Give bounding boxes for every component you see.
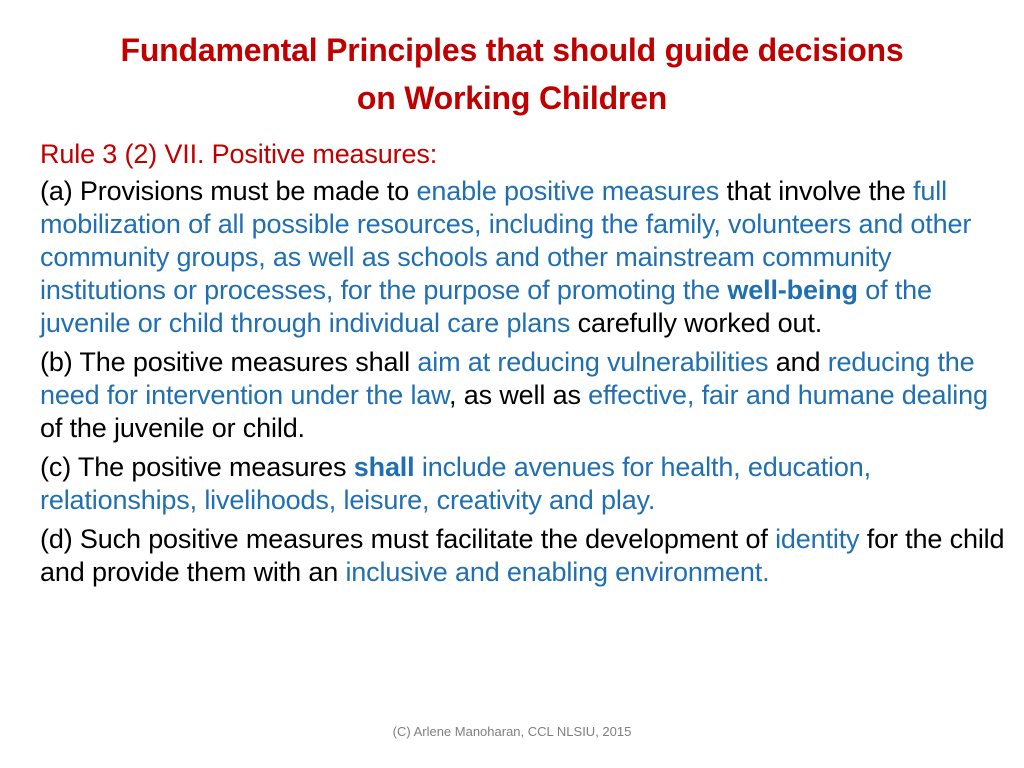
title-line-1: Fundamental Principles that should guide decisions <box>120 32 904 68</box>
para-b-text-3: , as well as <box>449 380 589 410</box>
para-d-text-2: for the child and provide them with an <box>40 524 1005 587</box>
para-c-highlight-1: include avenues for health, education, relationships, livelihoods, leisure, creativity and play. <box>40 452 871 515</box>
paragraph-c <box>40 451 1008 517</box>
para-b-highlight-2: reducing the need for intervention under the law <box>40 347 975 410</box>
para-a-highlight-1: enable positive measures <box>416 176 720 206</box>
para-b-text-1: (b) The positive measures shall <box>40 347 418 377</box>
title-line-2: on Working Children <box>356 80 668 116</box>
slide-title <box>40 26 984 122</box>
para-a-highlight-3: of the juvenile or child through individual care plans <box>40 275 932 338</box>
para-c-text-1: (c) The positive measures <box>40 452 354 482</box>
para-b-text-2: and <box>768 347 828 377</box>
para-d-highlight-1: identity <box>775 524 860 554</box>
para-a-text-2: that involve the <box>719 176 914 206</box>
para-d-text-1: (d) Such positive measures must facilitate the development of <box>40 524 776 554</box>
para-c-bold-highlight: shall <box>353 452 415 482</box>
para-a-text-3: carefully worked out. <box>570 308 823 338</box>
paragraph-d <box>40 523 1008 589</box>
para-d-highlight-2: inclusive and enabling environment. <box>345 557 770 587</box>
para-a-highlight-2: full mobilization of all possible resources, including the family, volunteers and other community groups, as well as schools and other mainstream community institutions or processes, for the purpose of promoting the <box>40 176 972 305</box>
paragraph-a <box>40 175 1008 340</box>
para-a-text-1: (a) Provisions must be made to <box>40 176 417 206</box>
rule-heading: Rule 3 (2) VII. Positive measures: <box>40 139 438 169</box>
paragraph-b <box>40 346 1008 445</box>
slide-footer: (C) Arlene Manoharan, CCL NLSIU, 2015 <box>392 724 632 739</box>
para-b-text-4: of the juvenile or child. <box>40 413 305 443</box>
slide-body <box>40 138 1008 595</box>
para-b-highlight-3: effective, fair and humane dealing <box>588 380 988 410</box>
para-a-bold-highlight: well-being <box>727 275 858 305</box>
para-b-highlight-1: aim at reducing vulnerabilities <box>417 347 769 377</box>
